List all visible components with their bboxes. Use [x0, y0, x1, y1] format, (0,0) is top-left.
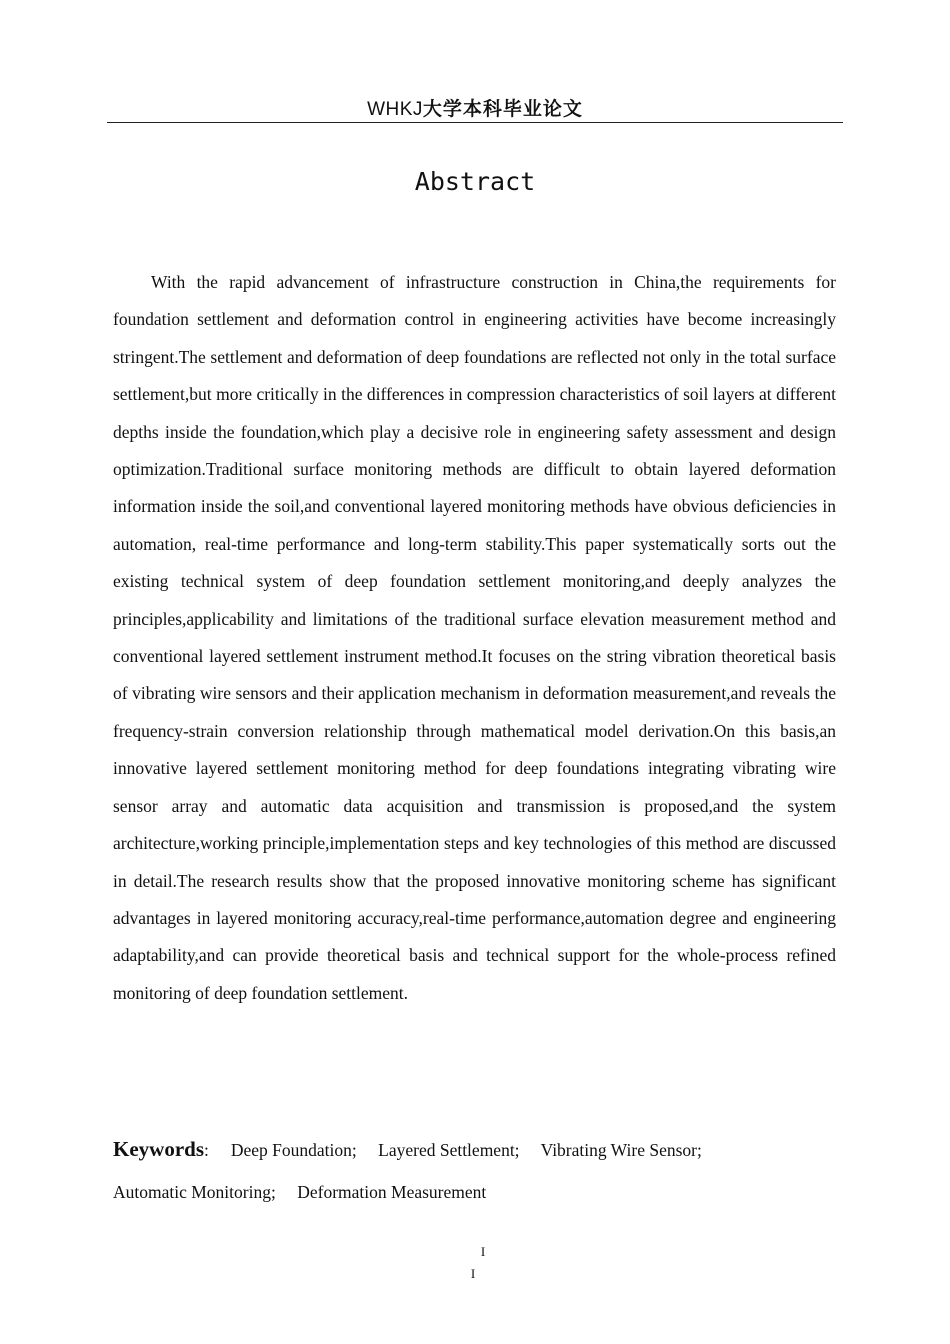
- keyword-item: Automatic Monitoring;: [113, 1182, 276, 1202]
- keyword-item: Deformation Measurement: [297, 1182, 487, 1202]
- keywords-colon: :: [204, 1140, 209, 1160]
- keywords-section: [113, 1128, 836, 1213]
- abstract-body: With the rapid advancement of infrastructure construction in China,the requirements for foundation settlement and deformation control in engineering activities have become increasingly stringent.The settlement and deformation of deep foundations are reflected not only in the total surface settlement,but more critically in the differences in compression characteristics of soil layers at different depths inside the foundation,which play a decisive role in engineering safety assessment and design optimization.Traditional surface monitoring methods are difficult to obtain layered deformation information inside the soil,and conventional layered monitoring methods have obvious deficiencies in automation, real-time performance and long-term stability.This paper systematically sorts out the existing technical system of deep foundation settlement monitoring,and deeply analyzes the principles,applicability and limitations of the traditional surface elevation measurement method and conventional layered settlement instrument method.It focuses on the string vibration theoretical basis of vibrating wire sensors and their application mechanism in deformation measurement,and reveals the frequency-strain conversion relationship through mathematical model derivation.On this basis,an innovative layered settlement monitoring method for deep foundations integrating vibrating wire sensor array and automatic data acquisition and transmission is proposed,and the system architecture,working principle,implementation steps and key technologies of this method are discussed in detail.The research results show that the proposed innovative monitoring scheme has significant advantages in layered monitoring accuracy,real-time performance,automation degree and engineering adaptability,and can provide theoretical basis and technical support for the whole-process refined monitoring of deep foundation settlement.: [113, 272, 836, 1003]
- keyword-item: Layered Settlement;: [378, 1140, 520, 1160]
- keyword-item: Deep Foundation;: [230, 1140, 357, 1160]
- page-header: [107, 96, 843, 123]
- header-thesis-title: 大学本科毕业论文: [422, 98, 583, 120]
- abstract-title: Abstract: [414, 167, 536, 196]
- keywords-label: Keywords: [113, 1137, 204, 1161]
- header-university-code: WHKJ: [367, 99, 423, 120]
- page-number: I: [480, 1244, 486, 1259]
- page-number: I: [470, 1266, 476, 1281]
- keyword-item: Vibrating Wire Sensor;: [540, 1140, 702, 1160]
